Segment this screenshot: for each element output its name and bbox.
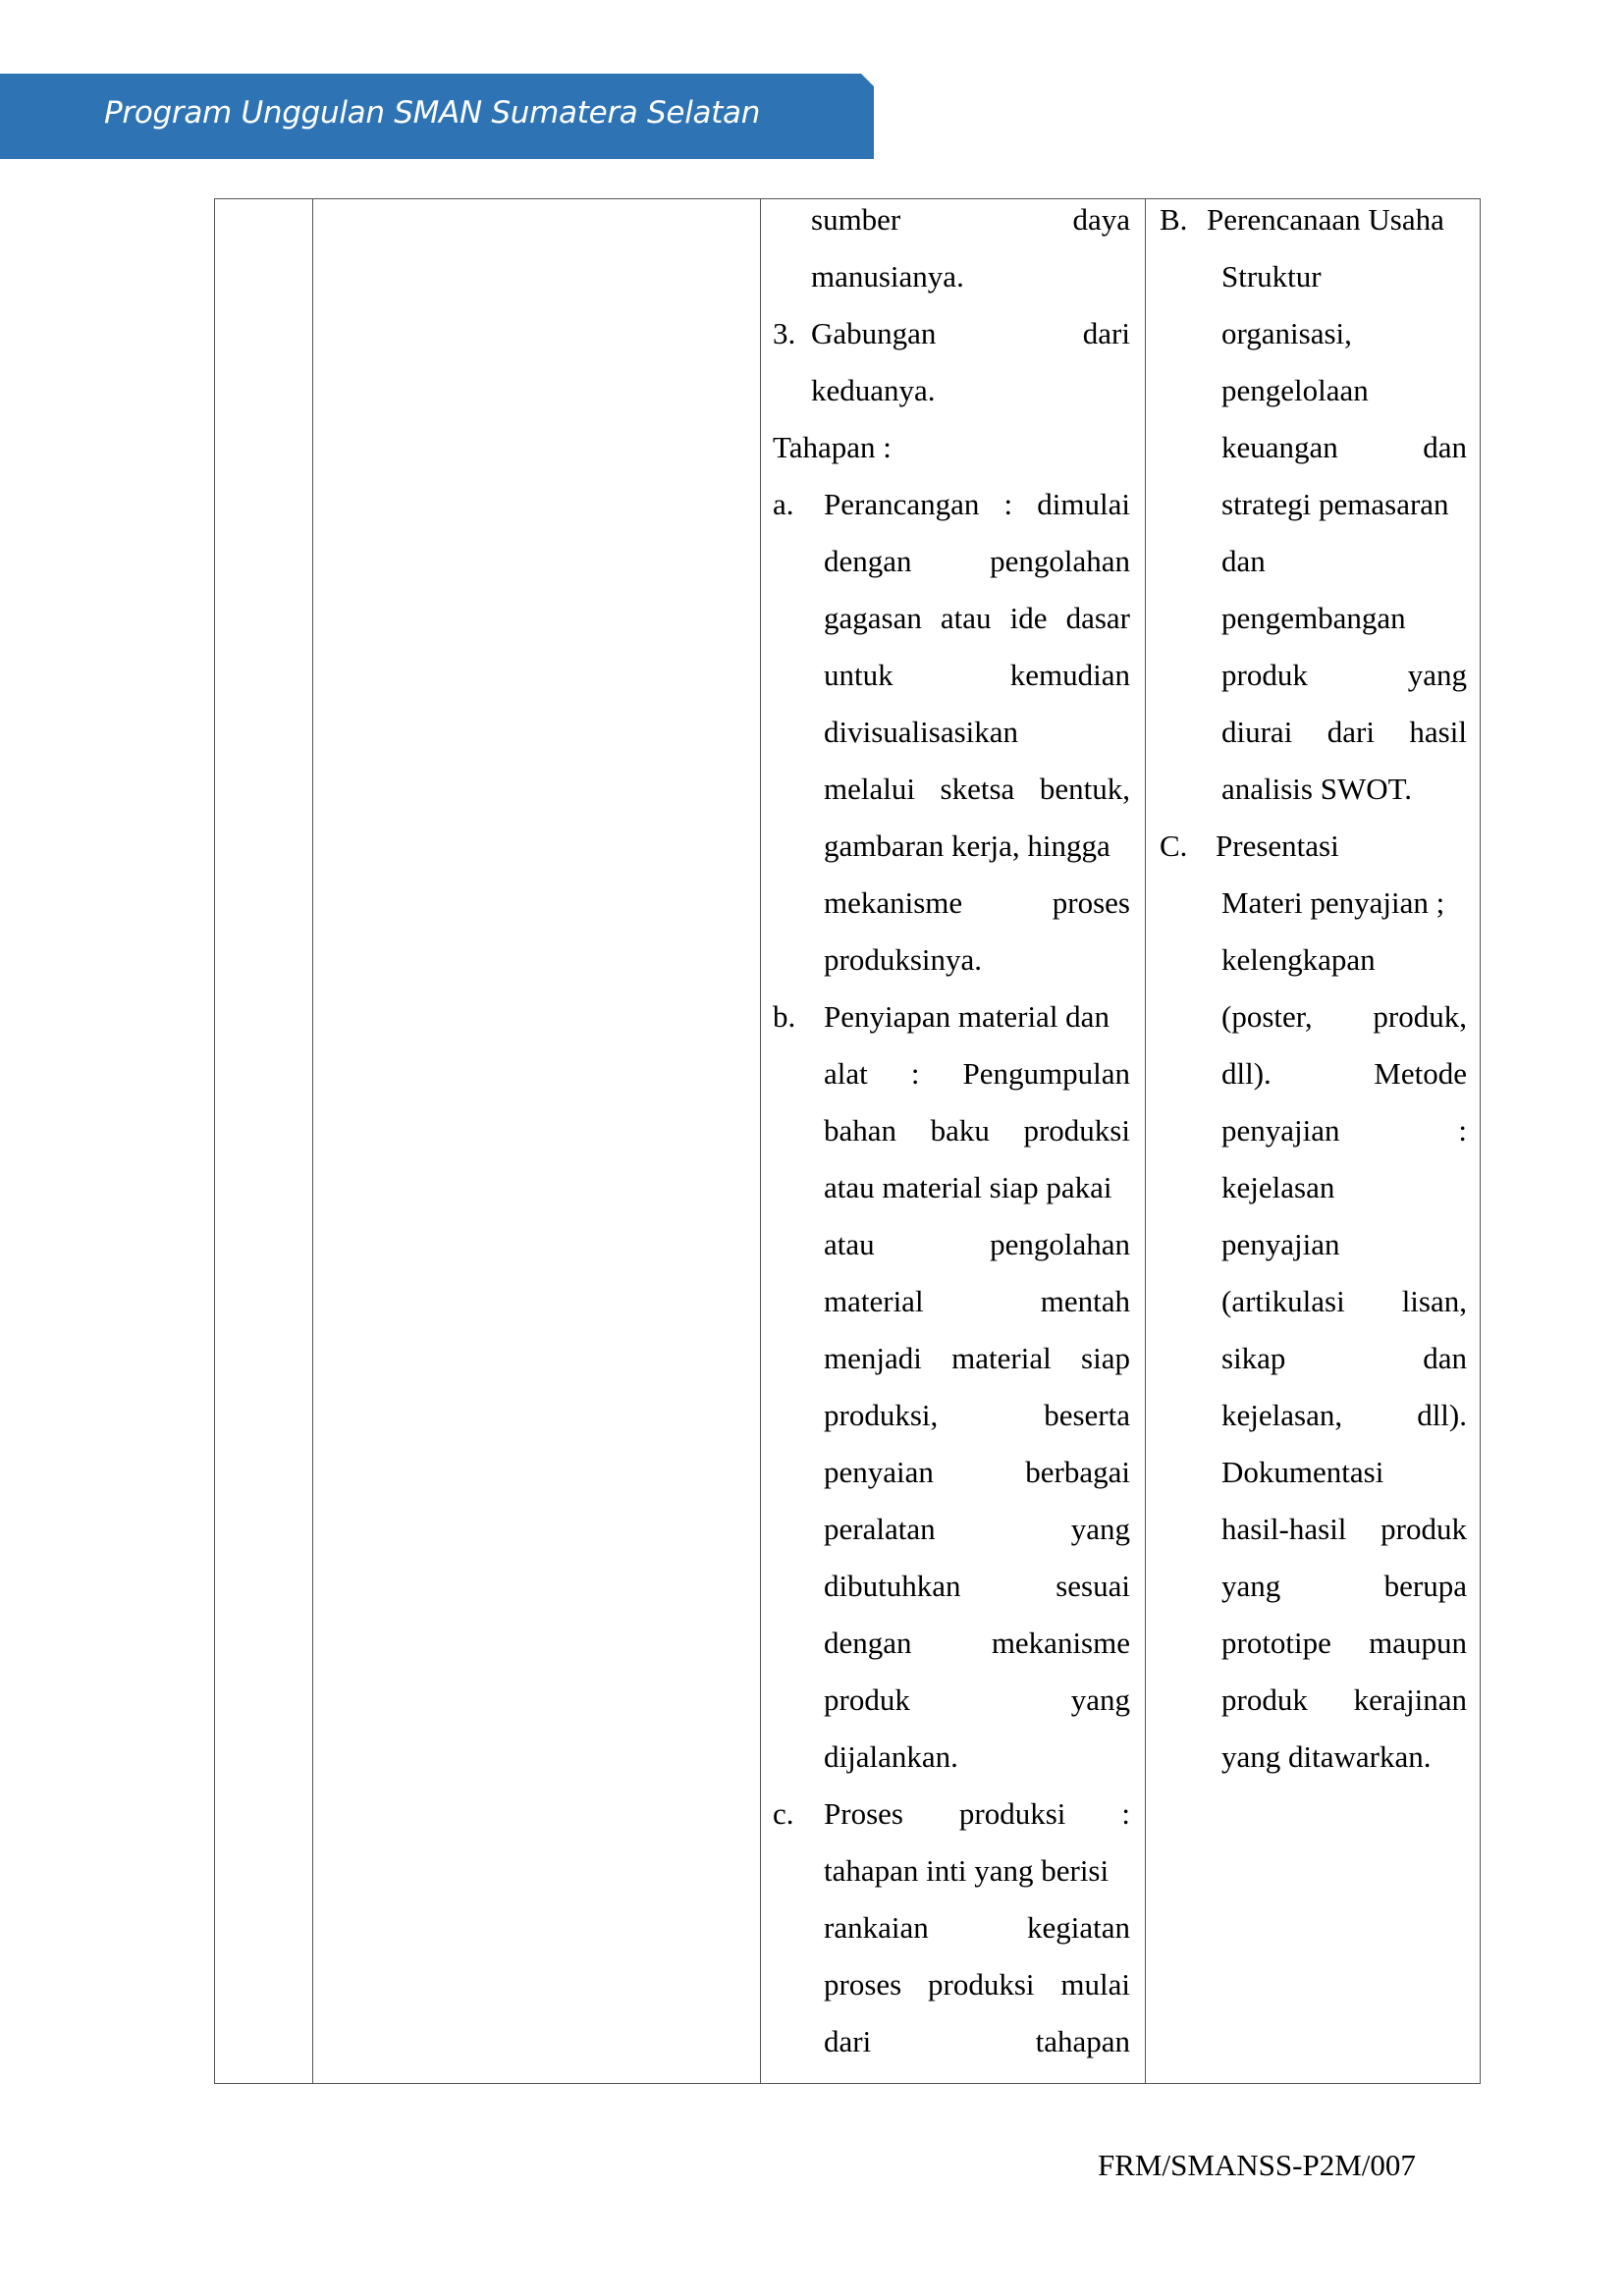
word: produk, (1373, 999, 1467, 1034)
word: Proses (824, 1796, 903, 1831)
word: gagasan (824, 601, 922, 635)
text-line (1221, 1558, 1467, 1615)
word: divisualisasikan (824, 715, 1019, 749)
text-line (1221, 704, 1467, 761)
table-col-border (214, 198, 215, 2084)
text-line (1207, 191, 1467, 248)
text-line (824, 1330, 1130, 1387)
word: bentuk, (1039, 772, 1130, 806)
table-col-border (1145, 198, 1146, 2084)
text-line (824, 1729, 1130, 1786)
word: strategi pemasaran (1221, 487, 1449, 521)
text-line (1221, 1045, 1467, 1102)
word: gambaran kerja, hingga (824, 828, 1110, 863)
word: berbagai (1025, 1455, 1130, 1489)
word: prototipe (1221, 1626, 1331, 1660)
word: material (951, 1341, 1052, 1375)
text-line (824, 1216, 1130, 1273)
word: maupun (1369, 1626, 1467, 1660)
word: Gabungan (811, 316, 937, 350)
word: rankaian (824, 1910, 929, 1945)
word: yang (1407, 658, 1467, 692)
word: baku (930, 1113, 990, 1148)
text-line (824, 1956, 1130, 2013)
text-line (824, 1387, 1130, 1444)
item-marker-3: 3. (773, 316, 796, 350)
word: proses (1052, 885, 1130, 920)
tahapan-label: Tahapan : (773, 430, 892, 464)
word: produk (1380, 1512, 1467, 1546)
word: menjadi (824, 1341, 922, 1375)
text-line (1221, 761, 1467, 818)
word: : (910, 1056, 920, 1091)
word: organisasi, (1221, 316, 1352, 350)
col3-continuation (811, 191, 1130, 305)
word: pengolahan (990, 1227, 1130, 1261)
word: produksi (928, 1967, 1035, 2002)
word: Perancangan (824, 487, 980, 521)
word: Perencanaan Usaha (1207, 202, 1444, 237)
table-col-border (1480, 198, 1481, 2084)
word: alat (824, 1056, 868, 1091)
text-line (1221, 419, 1467, 476)
text-line (824, 1159, 1130, 1216)
word: proses (824, 1967, 902, 2002)
col3-item-b (824, 988, 1130, 1786)
word: kerajinan (1353, 1682, 1467, 1717)
word: dan (1221, 544, 1266, 578)
text-line (824, 590, 1130, 647)
text-line (1221, 1273, 1467, 1330)
text-line (1221, 647, 1467, 704)
text-line (824, 1615, 1130, 1672)
word: atau (824, 1227, 875, 1261)
word: produk (1221, 658, 1308, 692)
word: yang (1070, 1512, 1130, 1546)
text-line (824, 1102, 1130, 1159)
text-line (811, 305, 1130, 362)
text-line (1221, 305, 1467, 362)
col4-item-C (1216, 818, 1467, 1786)
word: untuk (824, 658, 893, 692)
text-line (824, 1444, 1130, 1501)
word: : (1003, 487, 1013, 521)
text-line (811, 248, 1130, 305)
table-col-border (760, 198, 761, 2084)
word: : (1121, 1796, 1130, 1831)
word: material (824, 1284, 924, 1318)
word: dari (1082, 316, 1130, 350)
col4-item-B (1207, 191, 1467, 818)
text-line (824, 1273, 1130, 1330)
text-line (824, 647, 1130, 704)
text-line (824, 1045, 1130, 1102)
word: mekanisme (991, 1626, 1130, 1660)
text-line (824, 1558, 1130, 1615)
text-line (1221, 362, 1467, 419)
text-line (824, 818, 1130, 875)
word: berupa (1383, 1569, 1467, 1603)
item-marker-c: c. (773, 1796, 794, 1831)
text-line (824, 988, 1130, 1045)
word: dimulai (1037, 487, 1130, 521)
word: penyajian (1221, 1113, 1340, 1148)
word: kemudian (1009, 658, 1130, 692)
word: ide (1009, 601, 1048, 635)
word: produk (824, 1682, 910, 1717)
text-line (824, 476, 1130, 533)
col3-item-3 (811, 305, 1130, 419)
word: Struktur (1221, 259, 1322, 294)
text-line (1221, 1444, 1467, 1501)
text-line (824, 1672, 1130, 1729)
text-line (824, 533, 1130, 590)
item-marker-B: B. (1160, 202, 1188, 237)
col3-item-c (824, 1786, 1130, 2070)
text-line (1221, 1615, 1467, 1672)
word: hasil-hasil (1221, 1512, 1347, 1546)
header-title: Program Unggulan SMAN Sumatera Selatan (104, 95, 761, 131)
word: dengan (824, 544, 912, 578)
word: produksi (1023, 1113, 1130, 1148)
text-line (1221, 1729, 1467, 1786)
table-col-border (312, 198, 313, 2084)
word: dan (1423, 1341, 1467, 1375)
word: sesuai (1056, 1569, 1130, 1603)
text-line (824, 1501, 1130, 1558)
item-marker-b: b. (773, 999, 796, 1034)
word: pengolahan (990, 544, 1130, 578)
word: produksi (958, 1796, 1066, 1831)
word: manusianya. (811, 259, 964, 294)
word: pengelolaan (1221, 373, 1369, 407)
word: kejelasan (1221, 1170, 1335, 1204)
word: keuangan (1221, 430, 1338, 464)
word: dan (1423, 430, 1467, 464)
word: sikap (1221, 1341, 1286, 1375)
word: penyaian (824, 1455, 934, 1489)
word: Presentasi (1216, 828, 1339, 863)
word: daya (1072, 202, 1130, 237)
text-line (1216, 818, 1467, 875)
item-marker-a: a. (773, 487, 794, 521)
word: keduanya. (811, 373, 936, 407)
text-line (824, 761, 1130, 818)
word: yang (1221, 1569, 1281, 1603)
word: Materi penyajian ; (1221, 885, 1445, 920)
text-line (824, 875, 1130, 932)
text-line (1221, 1102, 1467, 1159)
word: kejelasan, (1221, 1398, 1343, 1432)
word: bahan (824, 1113, 897, 1148)
word: atau material siap pakai (824, 1170, 1112, 1204)
word: yang ditawarkan. (1221, 1739, 1432, 1774)
text-line (824, 1899, 1130, 1956)
word: dll). (1221, 1056, 1272, 1091)
word: Dokumentasi (1221, 1455, 1384, 1489)
text-line (824, 704, 1130, 761)
word: dll). (1417, 1398, 1467, 1432)
text-line (1221, 1330, 1467, 1387)
word: produk (1221, 1682, 1308, 1717)
word: analisis SWOT. (1221, 772, 1413, 806)
text-line (1221, 1672, 1467, 1729)
word: atau (940, 601, 992, 635)
word: lisan, (1401, 1284, 1467, 1318)
text-line (824, 2013, 1130, 2070)
item-marker-C: C. (1160, 828, 1188, 863)
footer-form-code: FRM/SMANSS-P2M/007 (1098, 2148, 1416, 2182)
text-line (824, 932, 1130, 988)
text-line (1221, 988, 1467, 1045)
word: dengan (824, 1626, 912, 1660)
word: (artikulasi (1221, 1284, 1345, 1318)
word: mekanisme (824, 885, 963, 920)
word: Pengumpulan (962, 1056, 1130, 1091)
word: pengembangan (1221, 601, 1406, 635)
word: yang (1070, 1682, 1130, 1717)
text-line (811, 362, 1130, 419)
word: produksi, (824, 1398, 939, 1432)
word: penyajian (1221, 1227, 1340, 1261)
text-line (1221, 1501, 1467, 1558)
text-line (1221, 590, 1467, 647)
word: tahapan inti yang berisi (824, 1853, 1110, 1888)
word: dari (824, 2024, 872, 2058)
table-bottom-border (214, 2083, 1481, 2084)
word: sumber (811, 202, 901, 237)
word: mulai (1060, 1967, 1130, 2002)
word: melalui (824, 772, 915, 806)
word: peralatan (824, 1512, 936, 1546)
text-line (1221, 248, 1467, 305)
word: Penyiapan material dan (824, 999, 1110, 1034)
word: diurai (1221, 715, 1293, 749)
word: beserta (1044, 1398, 1130, 1432)
text-line (1221, 1216, 1467, 1273)
word: kegiatan (1026, 1910, 1130, 1945)
text-line (824, 1786, 1130, 1842)
word: dibutuhkan (824, 1569, 961, 1603)
text-line (811, 191, 1130, 248)
col3-item-a (824, 476, 1130, 988)
word: dasar (1065, 601, 1130, 635)
text-line (1221, 533, 1467, 590)
text-line (1221, 1387, 1467, 1444)
word: : (1458, 1113, 1467, 1148)
word: siap (1081, 1341, 1130, 1375)
word: mentah (1040, 1284, 1130, 1318)
text-line (1221, 1159, 1467, 1216)
text-line (1221, 932, 1467, 988)
word: produksinya. (824, 942, 983, 977)
word: dijalankan. (824, 1739, 958, 1774)
word: hasil (1409, 715, 1467, 749)
text-line (824, 1842, 1130, 1899)
word: (poster, (1221, 999, 1313, 1034)
word: tahapan (1035, 2024, 1130, 2058)
word: dari (1326, 715, 1375, 749)
text-line (1221, 476, 1467, 533)
word: sketsa (940, 772, 1015, 806)
text-line (1221, 875, 1467, 932)
word: kelengkapan (1221, 942, 1376, 977)
word: Metode (1374, 1056, 1467, 1091)
